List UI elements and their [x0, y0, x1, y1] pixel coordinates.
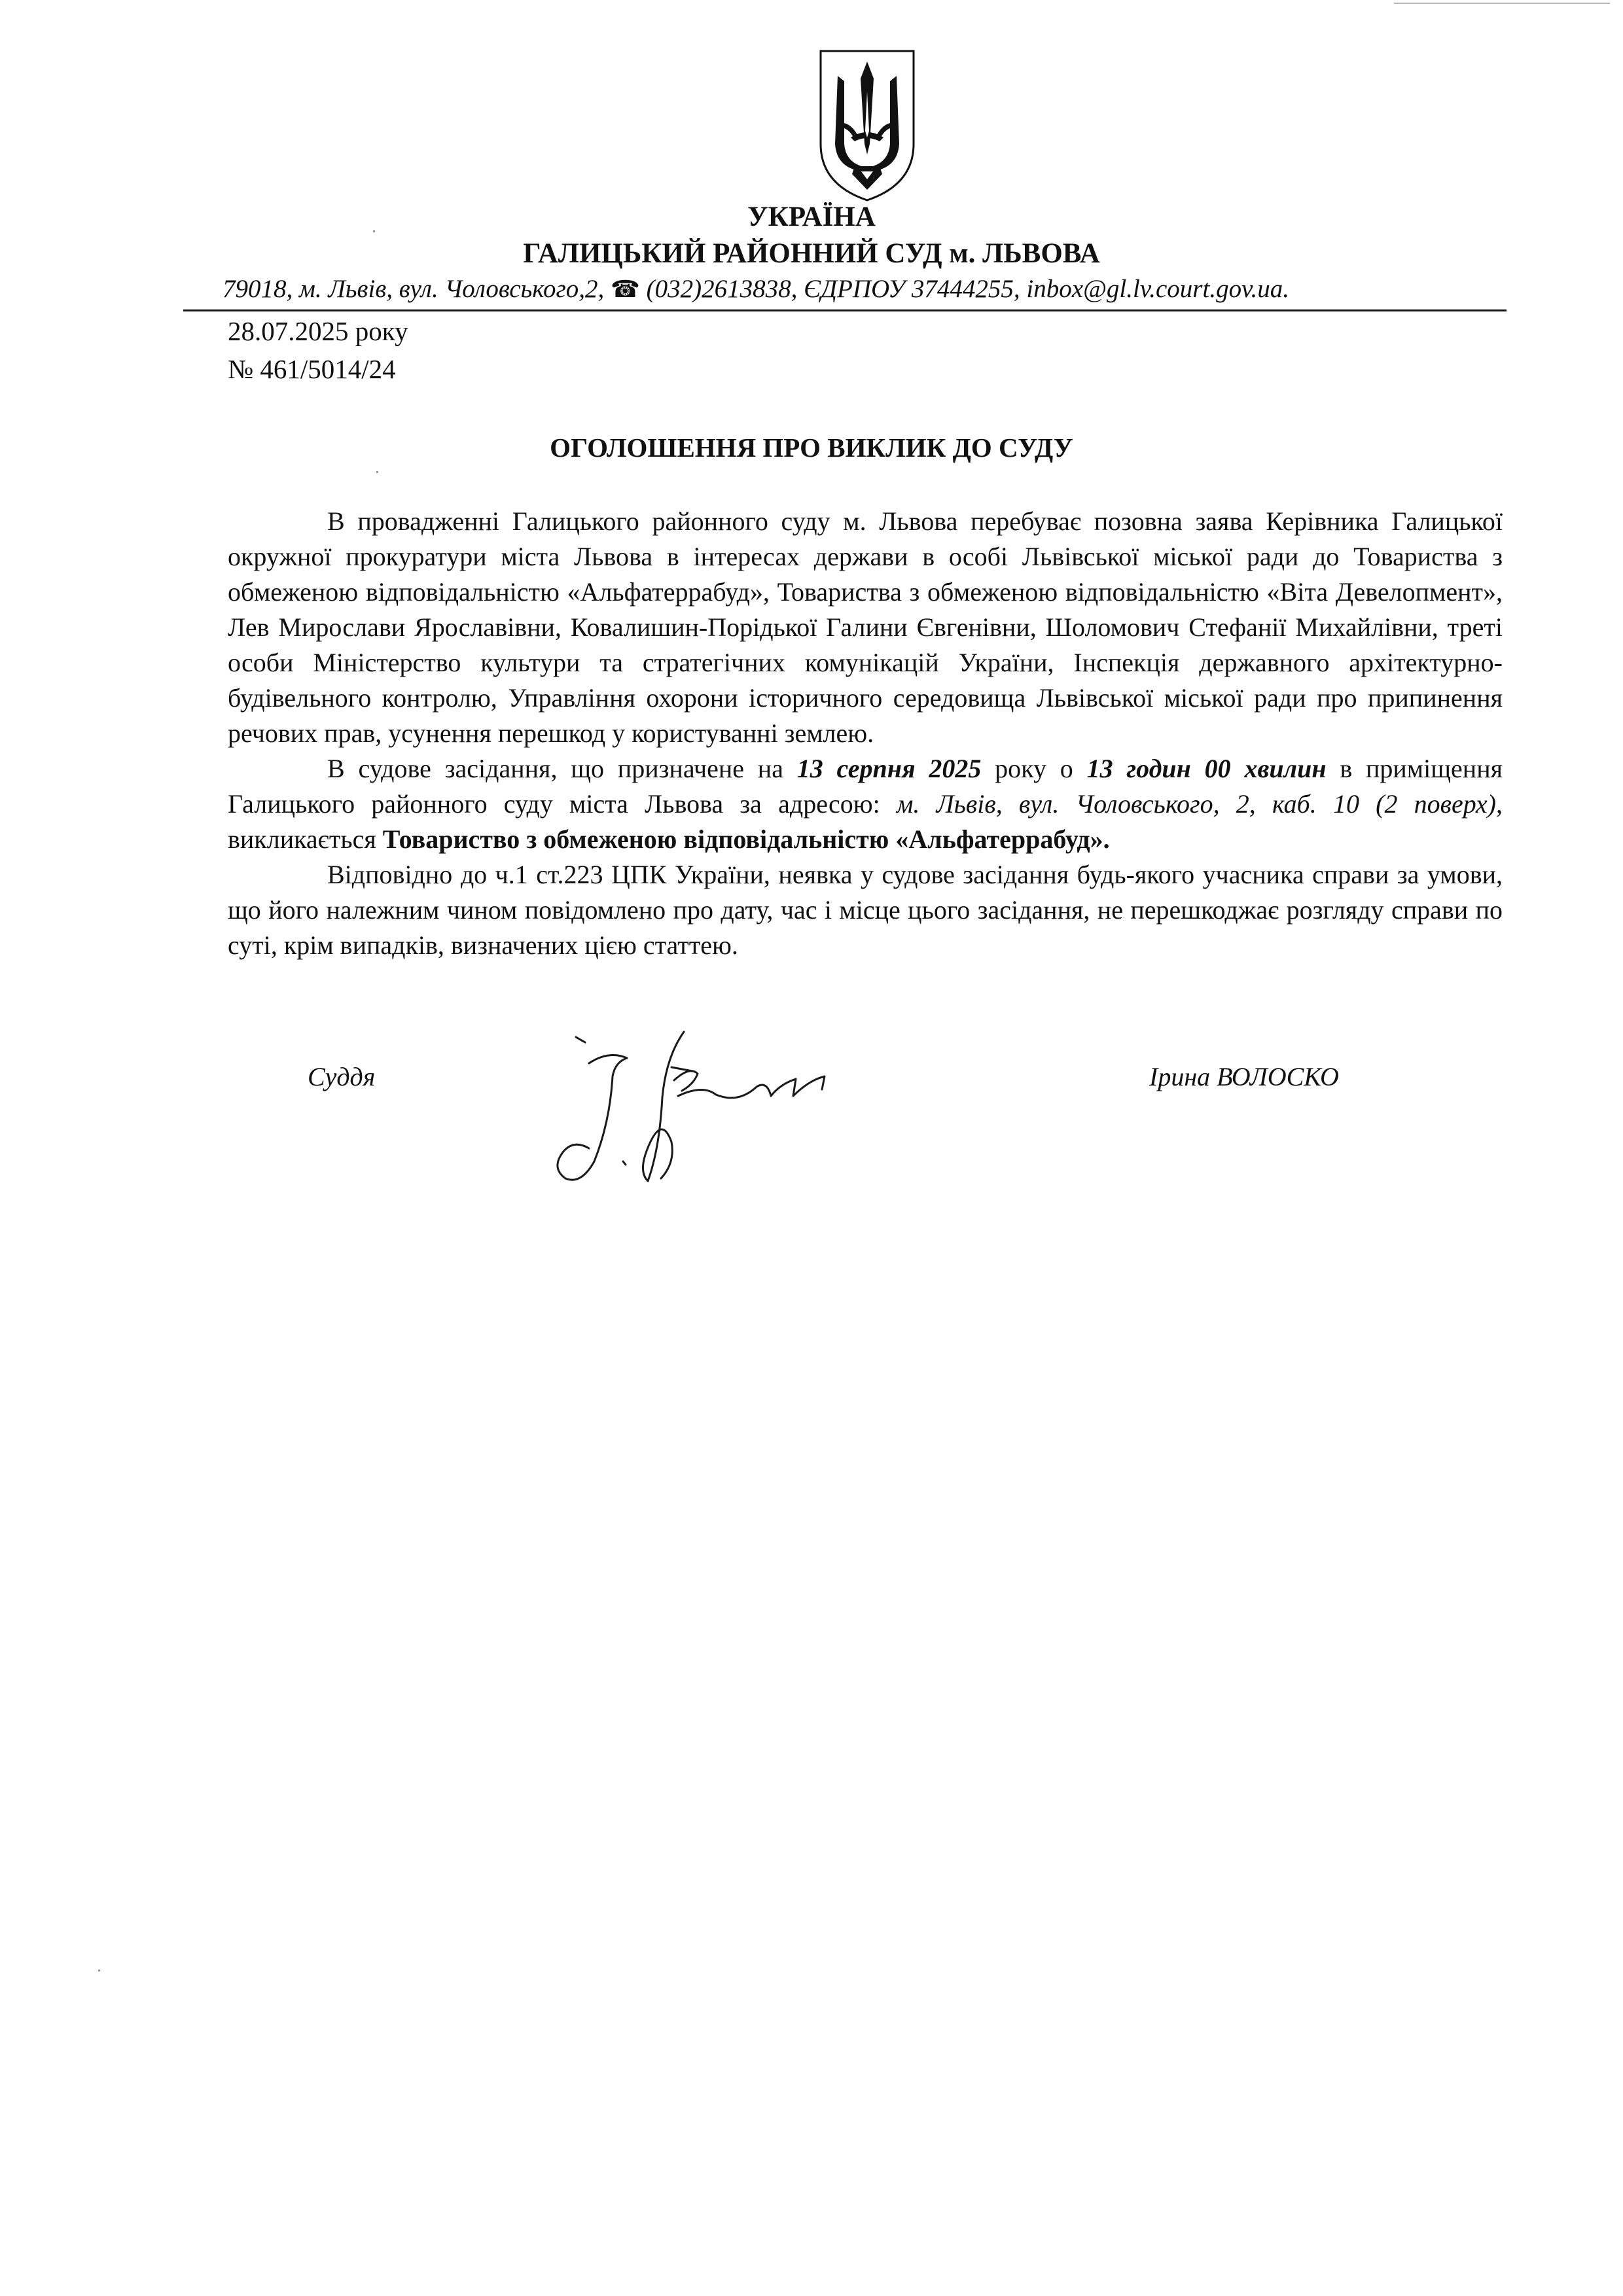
- scan-speck: [376, 471, 378, 473]
- hearing-text-1: В судове засідання, що призначене на: [327, 754, 797, 783]
- hearing-time: 13 годин 00 хвилин: [1086, 754, 1327, 783]
- document-date: 28.07.2025 року: [228, 316, 408, 346]
- hearing-text-3: в приміщення Галицького районного суду міста Львова за адресою:: [228, 754, 1503, 819]
- paragraph-legal-basis: Відповідно до ч.1 ст.223 ЦПК України, неявка у судове засідання будь-якого учасника справи за умови, що його належним чином повідомлено про дату, час і місце цього засідання, не перешкоджає розгляду справи по суті, крім випадків, визначених цією статтею.: [228, 860, 1503, 960]
- country-title: УКРАЇНА: [747, 202, 876, 232]
- judge-role: Суддя: [308, 1062, 376, 1091]
- phone-icon: ☎: [611, 276, 640, 302]
- hearing-address: м. Львів, вул. Чоловського, 2, каб. 10 (2 поверх): [896, 789, 1497, 819]
- summoned-party: Товариство з обмеженою відповідальністю «Альфатеррабуд».: [382, 824, 1110, 854]
- paragraph-proceedings: В провадженні Галицького районного суду м. Львова перебуває позовна заява Керівника Галицької окружної прокуратури міста Львова в інтересах держави в особі Львівської міської ради до Товариства з обмеженою відповідальністю «Альфатеррабуд», Товариства з обмеженою відповідальністю «Віта Девелопмент», Лев Мирослави Ярославівни, Ковалишин-Порідької Галини Євгенівни, Шоломович Стефанії Михайлівни, треті особи Міністерство культури та стратегічних комунікацій України, Інспекція державного архітектурно-будівельного контролю, Управління охорони історичного середовища Львівської міської ради про припинення речових прав, усунення перешкод у користуванні землею.: [228, 506, 1503, 748]
- hearing-text-4: , викликається: [228, 789, 1503, 854]
- scan-speck: [98, 1969, 100, 1971]
- header-divider: [183, 309, 1507, 311]
- edrpou-code: ЄДРПОУ 37444255,: [804, 275, 1020, 303]
- court-name: ГАЛИЦЬКИЙ РАЙОННИЙ СУД м. ЛЬВОВА: [523, 238, 1100, 269]
- handwritten-signature: [550, 1024, 903, 1197]
- notice-body: [228, 504, 1503, 963]
- notice-title: ОГОЛОШЕННЯ ПРО ВИКЛИК ДО СУДУ: [550, 433, 1073, 463]
- court-email: inbox@gl.lv.court.gov.ua.: [1026, 275, 1289, 303]
- hearing-text-2: року о: [981, 754, 1087, 783]
- hearing-date: 13 серпня 2025: [796, 754, 982, 783]
- phone-number: (032)2613838,: [646, 275, 798, 303]
- paragraph-hearing: [228, 751, 1503, 857]
- address-text: 79018, м. Львів, вул. Чоловського,2,: [223, 275, 605, 303]
- judge-name: Ірина ВОЛОСКО: [1149, 1062, 1339, 1091]
- court-address-line: [223, 274, 1289, 304]
- case-number: № 461/5014/24: [228, 354, 396, 384]
- scan-edge-line: [1394, 3, 1610, 4]
- trident-emblem-icon: [815, 46, 919, 204]
- scan-speck: [373, 230, 375, 232]
